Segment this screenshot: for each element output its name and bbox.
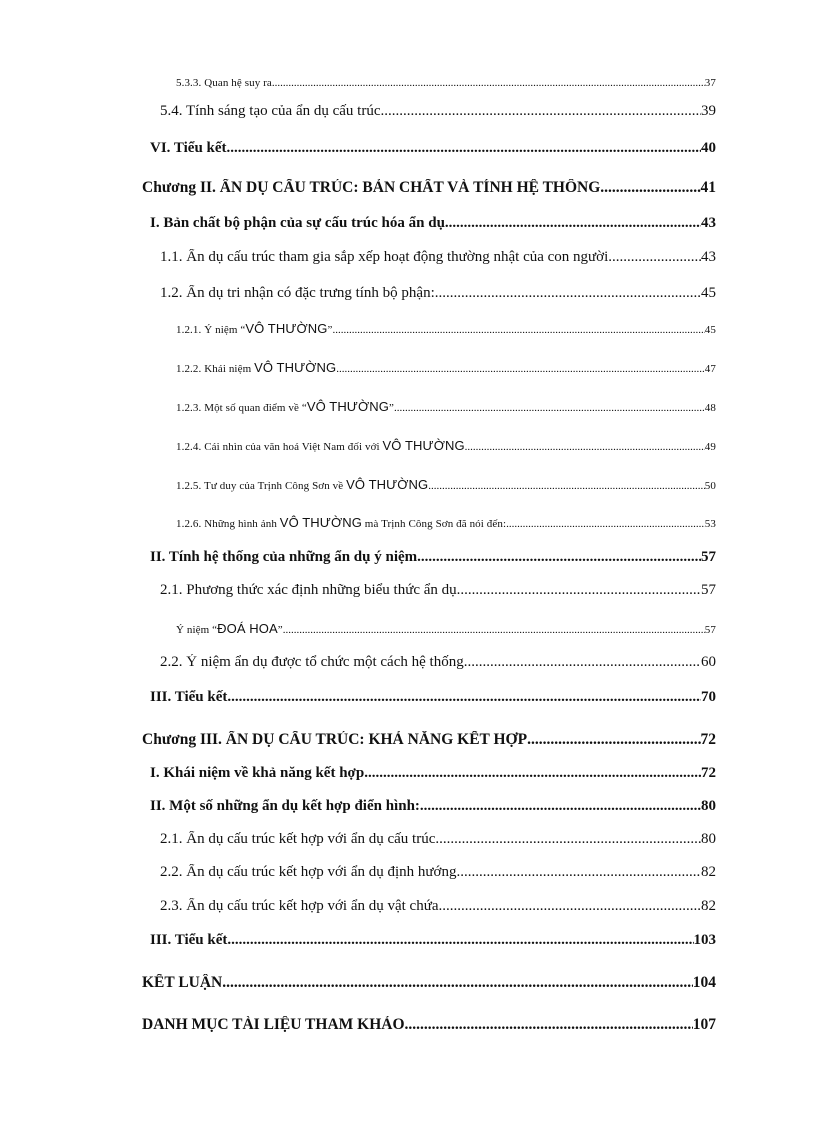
toc-entry-title: III. Tiểu kết bbox=[150, 932, 228, 948]
toc-leader-dots bbox=[420, 798, 701, 815]
toc-entry-chapter-2 bbox=[142, 179, 716, 197]
toc-leader-dots bbox=[608, 249, 701, 266]
toc-entry-1-1 bbox=[160, 249, 716, 266]
toc-entry-title bbox=[176, 399, 394, 414]
toc-entry-title-keyword: ĐOÁ HOA bbox=[217, 621, 278, 636]
toc-entry-page: 45 bbox=[701, 285, 716, 301]
toc-leader-dots bbox=[332, 324, 704, 336]
toc-leader-dots bbox=[600, 179, 700, 197]
toc-entry-page: 43 bbox=[701, 249, 716, 265]
toc-entry-title: 2.3. Ẩn dụ cấu trúc kết hợp với ẩn dụ vật chứa bbox=[160, 898, 439, 914]
toc-entry-1-2-3 bbox=[176, 399, 716, 414]
toc-entry-page: 48 bbox=[704, 402, 716, 414]
toc-entry-ch3-2-1 bbox=[160, 831, 716, 848]
toc-entry-page: 60 bbox=[701, 654, 716, 670]
toc-entry-1-2 bbox=[160, 285, 716, 302]
toc-entry-title: II. Một số những ẩn dụ kết hợp điển hình: bbox=[150, 798, 420, 814]
toc-entry-title: 2.2. Ý niệm ẩn dụ được tổ chức một cách hệ thống bbox=[160, 654, 464, 670]
toc-entry-5-3-3 bbox=[176, 77, 716, 89]
toc-entry-title-keyword: VÔ THƯỜNG bbox=[382, 438, 465, 453]
toc-leader-dots bbox=[457, 582, 701, 599]
toc-leader-dots bbox=[283, 624, 705, 636]
toc-entry-title: Chương II. ẨN DỤ CẤU TRÚC: BẢN CHẤT VÀ TÍNH HỆ THỐNG bbox=[142, 179, 601, 196]
toc-leader-dots bbox=[527, 731, 700, 749]
toc-entry-title bbox=[176, 477, 428, 492]
toc-entry-page: 40 bbox=[701, 140, 716, 156]
toc-leader-dots bbox=[435, 285, 701, 302]
toc-entry-ch3-2-2 bbox=[160, 864, 716, 881]
toc-entry-page: 49 bbox=[704, 441, 716, 453]
toc-leader-dots bbox=[394, 402, 705, 414]
toc-entry-title bbox=[176, 321, 332, 336]
toc-entry-title-keyword: VÔ THƯỜNG bbox=[346, 477, 429, 492]
toc-entry-title-keyword: VÔ THƯỜNG bbox=[254, 360, 337, 375]
toc-entry-page: 72 bbox=[700, 731, 716, 748]
toc-entry-5-4 bbox=[160, 103, 716, 120]
toc-entry-title-prefix: 1.2.3. Một số quan điểm về “ bbox=[176, 402, 307, 414]
toc-entry-page: 104 bbox=[692, 974, 716, 991]
toc-leader-dots bbox=[405, 1016, 693, 1034]
toc-entry-ch3-ii bbox=[150, 798, 716, 815]
toc-entry-ket-luan bbox=[142, 974, 716, 992]
toc-entry-title: I. Bản chất bộ phận của sự cấu trúc hóa ẩn dụ bbox=[150, 215, 445, 231]
toc-entry-title bbox=[176, 621, 283, 636]
toc-entry-page: 80 bbox=[701, 798, 716, 814]
toc-leader-dots bbox=[222, 974, 693, 992]
toc-entry-ch3-iii bbox=[150, 932, 716, 949]
toc-entry-2-2 bbox=[160, 654, 716, 671]
toc-entry-title: 5.4. Tính sáng tạo của ẩn dụ cấu trúc bbox=[160, 103, 381, 119]
toc-entry-page: 82 bbox=[701, 898, 716, 914]
toc-entry-title-prefix: 1.2.6. Những hình ảnh bbox=[176, 518, 280, 530]
toc-entry-title-suffix: ” bbox=[388, 402, 394, 414]
toc-entry-page: 39 bbox=[701, 103, 716, 119]
toc-leader-dots bbox=[227, 140, 701, 157]
toc-entry-1-2-5 bbox=[176, 477, 716, 492]
toc-leader-dots bbox=[456, 864, 701, 881]
toc-entry-title: I. Khái niệm về khả năng kết hợp bbox=[150, 765, 365, 781]
toc-entry-1-2-2 bbox=[176, 360, 716, 375]
toc-entry-title-prefix: Ý niệm “ bbox=[176, 624, 218, 636]
toc-entry-page: 57 bbox=[701, 549, 716, 565]
toc-entry-title: III. Tiểu kết bbox=[150, 689, 228, 705]
toc-entry-title: DANH MỤC TÀI LIỆU THAM KHẢO bbox=[142, 1016, 405, 1033]
toc-entry-ch3-2-3 bbox=[160, 898, 716, 915]
toc-entry-ch2-i bbox=[150, 215, 716, 232]
toc-entry-page: 50 bbox=[704, 480, 716, 492]
toc-entry-page: 57 bbox=[704, 624, 716, 636]
toc-leader-dots bbox=[336, 363, 705, 375]
toc-entry-ch3-i bbox=[150, 765, 716, 782]
toc-entry-page: 70 bbox=[701, 689, 716, 705]
toc-entry-title: VI. Tiểu kết bbox=[150, 140, 227, 156]
toc-entry-tai-lieu-tham-khao bbox=[142, 1016, 716, 1034]
toc-entry-ch2-iii bbox=[150, 689, 716, 706]
toc-entry-title-suffix: mà Trịnh Công Sơn đã nói đến: bbox=[361, 518, 507, 530]
toc-leader-dots bbox=[227, 689, 701, 706]
toc-entry-page: 57 bbox=[701, 582, 716, 598]
toc-entry-y-niem-doa-hoa bbox=[176, 621, 716, 636]
toc-entry-title: 2.2. Ẩn dụ cấu trúc kết hợp với ẩn dụ định hướng bbox=[160, 864, 457, 880]
toc-entry-title: 1.2. Ẩn dụ tri nhận có đặc trưng tính bộ phận: bbox=[160, 285, 435, 301]
toc-entry-title-keyword: VÔ THƯỜNG bbox=[306, 399, 389, 414]
toc-leader-dots bbox=[364, 765, 701, 782]
toc-entry-page: 72 bbox=[701, 765, 716, 781]
toc-leader-dots bbox=[272, 77, 705, 89]
toc-entry-title-prefix: 1.2.2. Khái niệm bbox=[176, 363, 255, 375]
toc-leader-dots bbox=[465, 441, 705, 453]
toc-entry-vi-tieu-ket bbox=[150, 140, 716, 157]
toc-entry-title bbox=[176, 360, 336, 375]
toc-entry-title: 2.1. Ẩn dụ cấu trúc kết hợp với ẩn dụ cấu trúc bbox=[160, 831, 436, 847]
toc-entry-page: 53 bbox=[704, 518, 716, 530]
toc-entry-page: 45 bbox=[704, 324, 716, 336]
toc-entry-page: 80 bbox=[701, 831, 716, 847]
toc-entry-title bbox=[176, 438, 465, 453]
toc-entry-1-2-1 bbox=[176, 321, 716, 336]
toc-entry-title: 2.1. Phương thức xác định những biểu thức ẩn dụ bbox=[160, 582, 457, 598]
toc-entry-title bbox=[176, 515, 506, 530]
toc-entry-title: II. Tính hệ thống của những ẩn dụ ý niệm bbox=[150, 549, 418, 565]
toc-entry-1-2-6 bbox=[176, 515, 716, 530]
toc-entry-page: 82 bbox=[701, 864, 716, 880]
toc-leader-dots bbox=[381, 103, 702, 120]
toc-leader-dots bbox=[435, 831, 701, 848]
toc-leader-dots bbox=[417, 549, 701, 566]
toc-leader-dots bbox=[439, 898, 701, 915]
toc-entry-title: Chương III. ẨN DỤ CẤU TRÚC: KHẢ NĂNG KẾT HỢP bbox=[142, 731, 528, 748]
toc-leader-dots bbox=[428, 480, 705, 492]
toc-entry-page: 47 bbox=[704, 363, 716, 375]
toc-entry-title-prefix: 1.2.4. Cái nhìn của văn hoá Việt Nam đối với bbox=[176, 441, 383, 453]
toc-leader-dots bbox=[506, 518, 705, 530]
toc-entry-title: 1.1. Ẩn dụ cấu trúc tham gia sắp xếp hoạt động thường nhật của con người bbox=[160, 249, 609, 265]
toc-entry-title: 5.3.3. Quan hệ suy ra bbox=[176, 77, 272, 89]
toc-entry-page: 41 bbox=[700, 179, 716, 196]
toc-entry-title-keyword: VÔ THƯỜNG bbox=[245, 321, 328, 336]
toc-entry-title-keyword: VÔ THƯỜNG bbox=[279, 515, 362, 530]
toc-entry-chapter-3 bbox=[142, 731, 716, 749]
toc-leader-dots bbox=[445, 215, 701, 232]
toc-entry-title-suffix: ” bbox=[327, 324, 333, 336]
toc-entry-title: KẾT LUẬN bbox=[142, 974, 223, 991]
toc-entry-page: 107 bbox=[692, 1016, 716, 1033]
toc-entry-title-suffix: ” bbox=[277, 624, 283, 636]
toc-entry-2-1 bbox=[160, 582, 716, 599]
toc-entry-title-prefix: 1.2.1. Ý niệm “ bbox=[176, 324, 246, 336]
toc-entry-1-2-4 bbox=[176, 438, 716, 453]
toc-entry-title-prefix: 1.2.5. Tư duy của Trịnh Công Sơn về bbox=[176, 480, 347, 492]
toc-entry-ch2-ii bbox=[150, 549, 716, 566]
toc-leader-dots bbox=[227, 932, 693, 949]
toc-entry-page: 103 bbox=[693, 932, 716, 948]
toc-entry-page: 43 bbox=[701, 215, 716, 231]
toc-leader-dots bbox=[464, 654, 701, 671]
toc-entry-page: 37 bbox=[704, 77, 716, 89]
